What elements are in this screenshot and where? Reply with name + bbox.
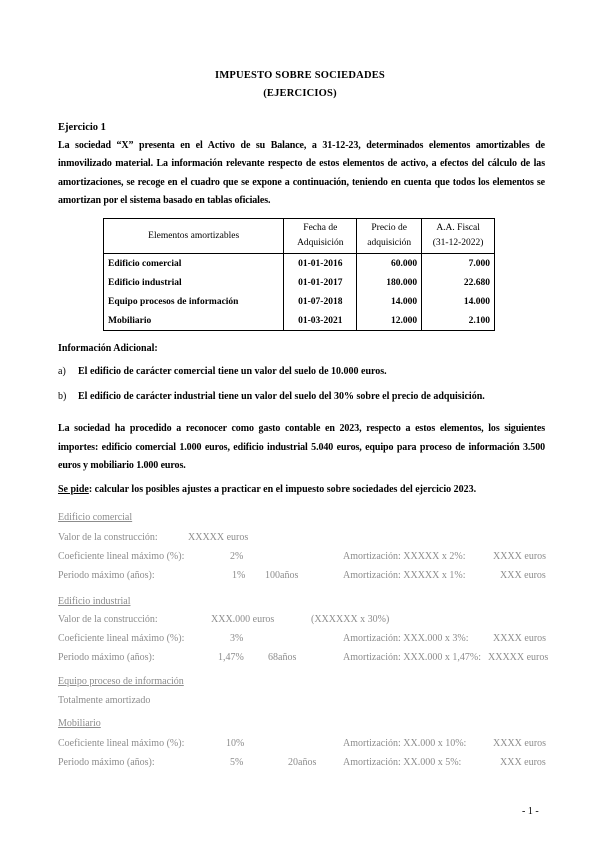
exercise-heading: Ejercicio 1 [58,122,106,133]
header-elementos: Elementos amortizables [104,219,284,254]
cell-name: Edificio comercial [104,254,284,274]
mobiliario-periodo-years: 20años [288,757,317,768]
industrial-periodo-result: XXXXX euros [488,652,549,663]
cell-name: Mobiliario [104,311,284,331]
comercial-periodo-amort: Amortización: XXXXX x 1%: [343,570,466,581]
task-label: Se pide [58,484,89,495]
industrial-valor-value: XXX.000 euros [211,614,275,625]
mobiliario-periodo-result: XXX euros [500,757,546,768]
comercial-valor-value: XXXXX euros [188,532,249,543]
task-statement [58,484,476,495]
industrial-coef-amort: Amortización: XXX.000 x 3%: [343,633,469,644]
header-aa-fiscal: A.A. Fiscal (31-12-2022) [422,219,495,254]
assets-table [103,218,495,331]
section-industrial-title: Edificio industrial [58,596,131,607]
comercial-coef-amort: Amortización: XXXXX x 2%: [343,551,466,562]
section-equipo-title: Equipo proceso de información [58,676,184,687]
comercial-periodo-result: XXX euros [500,570,546,581]
industrial-valor-note: (XXXXXX x 30%) [311,614,390,625]
comercial-periodo-label: Periodo máximo (años): [58,570,155,581]
cell-aa: 14.000 [422,292,495,311]
cell-aa: 22.680 [422,273,495,292]
comercial-valor-label: Valor de la construcción: [58,532,158,543]
industrial-periodo-years: 68años [268,652,297,663]
comercial-coef-label: Coeficiente lineal máximo (%): [58,551,185,562]
bullet-text: El edificio de carácter industrial tiene un valor del suelo del 30% sobre el precio de adquisición. [78,391,485,402]
cell-aa: 7.000 [422,254,495,274]
comercial-coef-value: 2% [230,551,244,562]
expense-paragraph: La sociedad ha procedido a reconocer como gasto contable en 2023, respecto a estos elementos, los siguientes importes: edificio comercial 1.000 euros, edificio industrial 5.040 euros, equipo para proceso de información 3.500 euros y mobiliario 1.000 euros. [58,423,545,471]
cell-price: 12.000 [357,311,422,331]
section-mobiliario-title: Mobiliario [58,718,101,729]
mobiliario-coef-amort: Amortización: XX.000 x 10%: [343,738,467,749]
cell-price: 180.000 [357,273,422,292]
cell-price: 14.000 [357,292,422,311]
bullet-a [58,366,387,377]
table-row [104,273,495,292]
mobiliario-periodo-amort: Amortización: XX.000 x 5%: [343,757,462,768]
header-precio: Precio de adquisición [357,219,422,254]
table-row [104,311,495,331]
table-row [104,292,495,311]
document-subtitle: (EJERCICIOS) [263,88,337,99]
mobiliario-periodo-pct: 5% [230,757,244,768]
mobiliario-coef-value: 10% [226,738,245,749]
table-header-row [104,219,495,254]
cell-date: 01-01-2017 [284,273,357,292]
intro-paragraph: La sociedad “X” presenta en el Activo de su Balance, a 31-12-23, determinados elementos amortizables de inmovilizado material. La información relevante respecto de estos elementos de activo, a efectos del cálculo de las amortizaciones, se recoge en el cuadro que se expone a continuación, teniendo en cuenta que todos los elementos se amortizan por el sistema basado en tablas oficiales. [58,140,545,206]
cell-date: 01-01-2016 [284,254,357,274]
industrial-periodo-label: Periodo máximo (años): [58,652,155,663]
mobiliario-coef-result: XXXX euros [493,738,547,749]
industrial-valor-label: Valor de la construcción: [58,614,158,625]
task-text: : calcular los posibles ajustes a practicar en el impuesto sobre sociedades del ejercicio 2023. [88,484,477,495]
cell-name: Edificio industrial [104,273,284,292]
cell-date: 01-07-2018 [284,292,357,311]
bullet-text: El edificio de carácter comercial tiene un valor del suelo de 10.000 euros. [78,366,387,377]
industrial-coef-result: XXXX euros [493,633,547,644]
comercial-coef-result: XXXX euros [493,551,547,562]
comercial-periodo-years: 100años [265,570,299,581]
mobiliario-coef-label: Coeficiente lineal máximo (%): [58,738,185,749]
mobiliario-periodo-label: Periodo máximo (años): [58,757,155,768]
cell-date: 01-03-2021 [284,311,357,331]
bullet-marker: a) [58,366,66,377]
industrial-coef-label: Coeficiente lineal máximo (%): [58,633,185,644]
industrial-periodo-pct: 1,47% [218,652,244,663]
bullet-b [58,391,485,402]
header-fecha: Fecha de Adquisición [284,219,357,254]
section-comercial-title: Edificio comercial [58,512,133,523]
bullet-marker: b) [58,391,67,402]
comercial-periodo-pct: 1% [232,570,246,581]
industrial-periodo-amort: Amortización: XXX.000 x 1,47%: [343,652,482,663]
page-number: - 1 - [522,806,539,817]
cell-name: Equipo procesos de información [104,292,284,311]
industrial-coef-value: 3% [230,633,244,644]
cell-aa: 2.100 [422,311,495,331]
document-title: IMPUESTO SOBRE SOCIEDADES [215,70,385,81]
equipo-status: Totalmente amortizado [58,695,151,706]
cell-price: 60.000 [357,254,422,274]
info-heading: Información Adicional: [58,343,158,354]
table-row [104,254,495,274]
